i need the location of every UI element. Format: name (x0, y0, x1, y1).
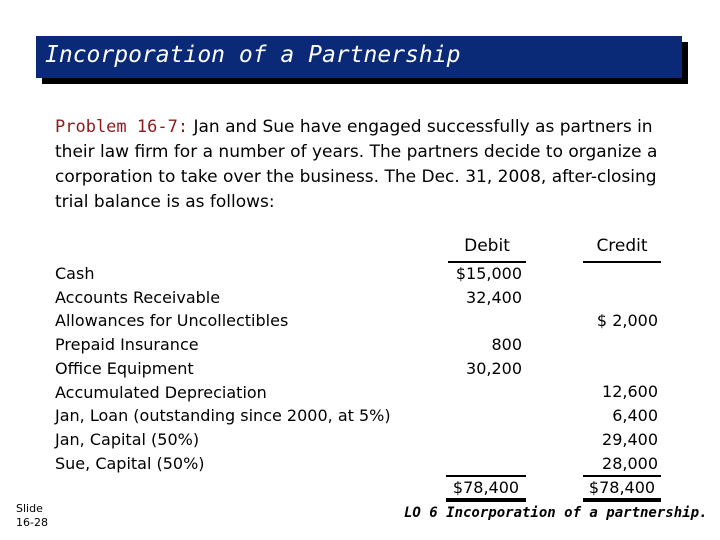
debit-amount: $15,000 (455, 264, 522, 283)
account-names (55, 262, 391, 475)
account-name: Sue, Capital (50%) (55, 453, 205, 473)
learning-objective: LO 6 Incorporation of a partnership. (404, 505, 708, 521)
credit-amounts (560, 262, 658, 475)
credit-subtotal-rule (583, 475, 661, 477)
credit-amount (560, 357, 658, 381)
debit-amount (440, 380, 522, 404)
debit-amounts (440, 262, 522, 475)
account-name: Allowances for Uncollectibles (55, 311, 289, 331)
credit-amount (560, 262, 658, 286)
debit-amount (440, 309, 522, 333)
credit-amount (560, 333, 658, 357)
account-name: Jan, Loan (outstanding since 2000, at 5%) (55, 406, 391, 426)
credit-total: $78,400 (583, 478, 661, 502)
debit-amount (440, 404, 522, 428)
account-name: Accumulated Depreciation (55, 382, 267, 402)
account-name: Accounts Receivable (55, 287, 221, 307)
problem-statement (55, 115, 695, 215)
account-name: Office Equipment (55, 358, 194, 378)
problem-label: Problem 16-7: (55, 117, 189, 137)
debit-total: $78,400 (446, 478, 526, 502)
account-name: Jan, Capital (50%) (55, 429, 200, 449)
title-banner (36, 36, 682, 78)
debit-amount: 32,400 (466, 287, 522, 307)
debit-amount (440, 452, 522, 476)
credit-amount: 28,000 (602, 453, 658, 473)
debit-amount (440, 428, 522, 452)
problem-text: Jan and Sue have engaged successfully as partners in their law firm for a number of years. The partners decide to organize a corporation to take over the business. The Dec. 31, 2008, after-closing trial balance is as follows: (55, 117, 658, 212)
debit-amount: 30,200 (466, 358, 522, 378)
credit-column-header: Credit (583, 236, 661, 263)
slide-number: 16-28 (16, 516, 48, 529)
debit-column-header: Debit (448, 236, 526, 263)
credit-amount (560, 286, 658, 310)
credit-amount: 6,400 (612, 406, 658, 426)
credit-amount: 29,400 (602, 429, 658, 449)
debit-subtotal-rule (446, 475, 526, 477)
slide-label: Slide (16, 502, 43, 515)
account-name: Cash (55, 264, 95, 283)
account-name: Prepaid Insurance (55, 335, 199, 355)
debit-amount: 800 (491, 335, 522, 355)
slide-title: Incorporation of a Partnership (45, 42, 461, 68)
slide-number-block (16, 502, 48, 530)
credit-amount: $ 2,000 (596, 311, 658, 331)
credit-amount: 12,600 (602, 382, 658, 402)
